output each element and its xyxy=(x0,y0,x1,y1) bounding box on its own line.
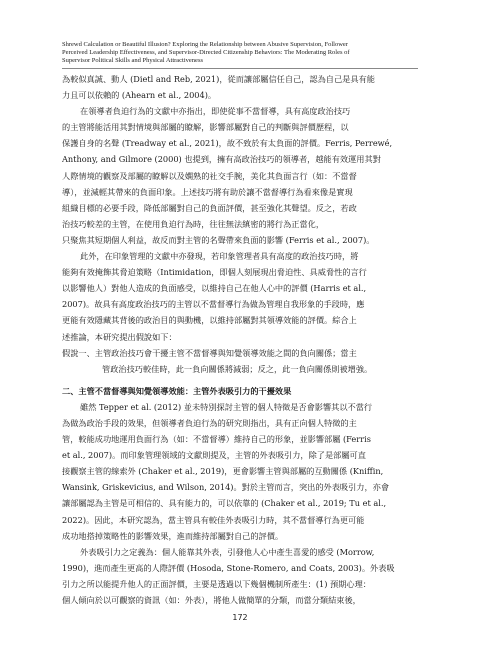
text-line: Anthony, and Gilmore (2000) 也提到，擁有高政治技巧的領導者，越能有效運用其對 xyxy=(62,154,381,165)
text-line: 述推論，本研究提出假說如下： xyxy=(62,331,177,342)
text-line: 管政治技巧較佳時，此一負向關係將減弱；反之，此一負向關係則被增強。 xyxy=(102,363,373,374)
running-title-line: Supervisor Political Skills and Physical Attractiveness xyxy=(62,57,204,65)
text-line: 的主管將能活用其對情境與部屬的瞭解，影響部屬對自己的判斷與評價歷程，以 xyxy=(62,122,349,133)
text-line: 力且可以依賴的 (Ahearn et al., 2004)。 xyxy=(62,90,217,101)
text-line: 2022)。因此，本研究認為，當主管具有較佳外表吸引力時，其不當督導行為更可能 xyxy=(62,514,365,525)
text-line: 只聚焦其短期個人利益，故反而對主管的名聲帶來負面的影響 (Ferris et al., 2007)。 xyxy=(62,234,375,245)
text-line: 組織目標的必要手段，降低部屬對自己的負面評價，甚至強化其聲望。反之，若政 xyxy=(62,202,357,213)
text-line: 更能有效隱藏其背後的政治目的與動機，以維持部屬對其領導效能的評價。綜合上 xyxy=(62,315,357,326)
text-line: 1990)，進而產生更高的人際評價 (Hosoda, Stone-Romero, and Coats, 2003)。外表吸 xyxy=(62,562,395,573)
text-line: 此外，在印象管理的文獻中亦發現，若印象管理者具有高度的政治技巧時，將 xyxy=(80,251,359,262)
text-line: 在領導者負迫行為的文獻中亦指出，即使從事不當督導，具有高度政治技巧 xyxy=(80,106,351,117)
text-line: et al., 2007)。而印象管理領域的文獻則提及，主管的外表吸引力，除了是部屬可直 xyxy=(62,450,366,461)
text-line: 人際情境的觀察及部屬的瞭解以及嫻熟的社交手腕，美化其負面言行（如：不當督 xyxy=(62,170,357,181)
text-line: 引力之所以能提升他人的正面評價，主要是透過以下幾個機制所產生：(1) 預期心理： xyxy=(62,578,371,589)
text-line: Wansink, Griskevicius, and Wilson, 2014)。對於主管而言，突出的外表吸引力，亦會 xyxy=(62,482,390,493)
text-line: 導），並減輕其帶來的負面印象。上述技巧將有助於讓不當督導行為看來像是實現 xyxy=(62,186,353,197)
running-title-line: Shrewd Calculation or Beautiful Illusion? Exploring the Relationship between Abusive Supervision, Follower xyxy=(62,41,348,48)
text-line: 管，較能成功地運用負面行為（如：不當督導）維持自己的形象，並影響部屬 (Ferris xyxy=(62,434,371,445)
paragraph-3 xyxy=(62,248,418,345)
paragraph-2 xyxy=(62,103,418,248)
text-line: 假說一、主管政治技巧會干擾主管不當督導與知覺領導效能之間的負向關係；當主 xyxy=(62,347,357,358)
text-line: 能夠有效掩飾其脅迫策略（Intimidation，即個人刻展現出脅迫性、具威脅性的言行 xyxy=(62,267,367,278)
running-header xyxy=(62,41,418,66)
text-line: 成功地搭掉策略性的影響效果，進而維持部屬對自己的評價。 xyxy=(62,530,284,541)
text-line: 雖然 Tepper et al. (2012) 並未特別探討主管的個人特徵是否會影響其以不當行 xyxy=(80,401,373,412)
header-divider xyxy=(62,68,418,69)
section-heading: 二、主管不當督導與知覺領導效能：主管外表吸引力的干擾效果 xyxy=(62,385,292,396)
paragraph-4 xyxy=(62,399,418,544)
page-number: 172 xyxy=(232,613,248,622)
text-line: 為做為政治手段的效果，但領導者負迫行為的研究則指出，具有正向個人特徵的主 xyxy=(62,417,357,428)
text-line: 接觀察主管的線索外 (Chaker et al., 2019)，更會影響主管與部屬的互動關係 (Kniffin, xyxy=(62,466,384,477)
text-line: 為較似真誠、動人 (Dietl and Reb, 2021)，從而讓部屬信任自己，認為自己是具有能 xyxy=(62,74,375,84)
text-line: 2007)。故具有高度政治技巧的主管以不當督導行為做為管理自我形象的手段時，應 xyxy=(62,299,365,310)
text-line: 讓部屬認為主管是可相信的、具有能力的，可以依靠的 (Chaker et al., 2019; Tu et al., xyxy=(62,498,387,509)
paragraph-1 xyxy=(62,71,418,103)
paragraph-5 xyxy=(62,544,418,608)
body-text xyxy=(62,71,418,608)
text-line: 保護自身的名聲 (Treadway et al., 2021)，故不致於有太負面的評價。Ferris, Perrewé, xyxy=(62,138,393,149)
text-line: 個人傾向於以可觀察的資訊（如：外表），將他人做簡單的分類，而當分類結束後， xyxy=(62,595,361,605)
text-line: 以影響他人）對他人造成的負面感受，以維持自己在他人心中的評價 (Harris et al., xyxy=(62,283,367,294)
hypothesis-1 xyxy=(62,345,418,377)
running-title-line: Perceived Leadership Effectiveness, and Supervisor-Directed Citizenship Behaviors: The Moderating Roles of xyxy=(62,49,350,57)
text-line: 外表吸引力之定義為：個人能靠其外表，引發他人心中產生喜愛的感受 (Morrow, xyxy=(80,546,375,557)
text-line: 治技巧較差的主管，在使用負迫行為時，往往無法縝密的將行為正當化， xyxy=(62,218,325,229)
